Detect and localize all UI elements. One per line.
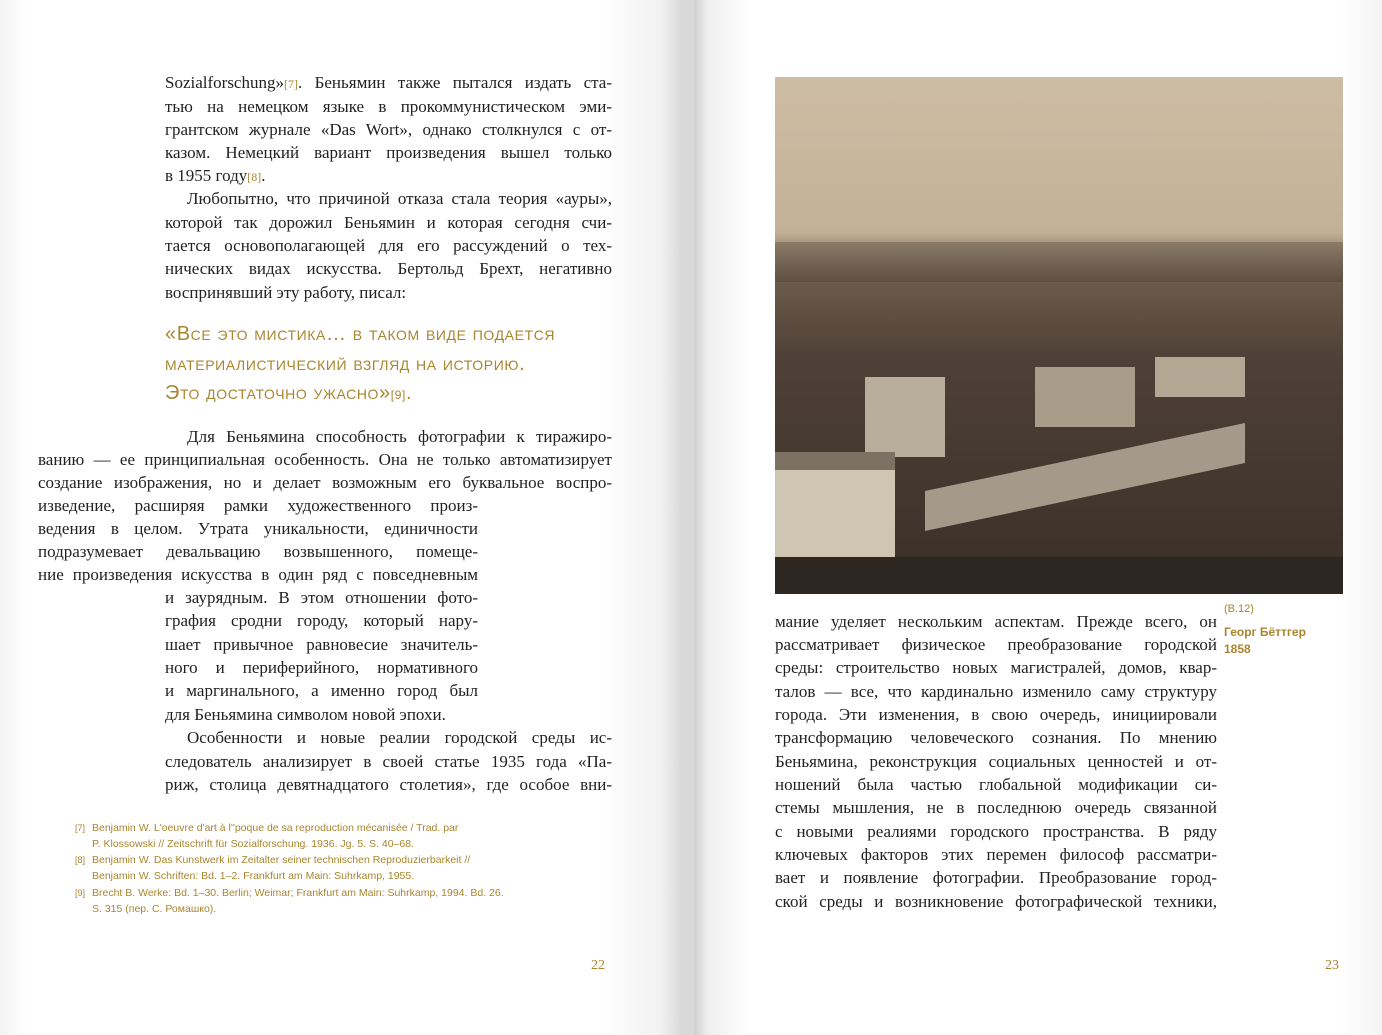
body-line: для Беньямина символом новой эпохи.	[165, 705, 446, 724]
footnote-number: [8]	[75, 855, 86, 865]
body-line: грантском журнале «Das Wort», однако столкнулся с от-	[165, 120, 612, 139]
body-line: казом. Немецкий вариант произведения вышел только	[165, 143, 612, 162]
body-line: нических видах искусства. Бертольд Брехт, негативно	[165, 259, 612, 278]
body-line: ношений была частью глобальной модификации си-	[775, 775, 1217, 794]
body-line: ской среды и возникновение фотографической техники,	[775, 892, 1217, 911]
right-page	[694, 0, 1382, 1035]
footnote	[75, 820, 555, 852]
body-line: графия сродни городу, который нару-	[165, 611, 478, 630]
body-line: и маргинального, а именно город был	[165, 681, 478, 700]
footnote-text: Brecht B. Werke: Bd. 1–30. Berlin; Weimar; Frankfurt am Main: Suhrkamp, 1994. Bd. 26.	[92, 887, 504, 899]
city-photograph	[775, 77, 1343, 594]
body-line: риж, столица девятнадцатого столетия», где особое вни-	[165, 775, 612, 794]
body-line: создание изображения, но и делает возможным его буквальное воспро-	[38, 473, 612, 492]
footnote-text: Benjamin W. L'oeuvre d'art à l''poque de sa reproduction mécanisée / Trad. par	[92, 822, 459, 834]
caption-ref: (B.12)	[1224, 603, 1254, 615]
left-page	[0, 0, 682, 1035]
body-line: стемы мышления, не в последнюю очередь связанной	[775, 798, 1217, 817]
body-line: Особенности и новые реалии городской среды ис-	[187, 728, 612, 747]
footnote-ref[interactable]: [8]	[247, 170, 262, 184]
body-line: Беньямина, реконструкция социальных ценностей и от-	[775, 752, 1217, 771]
body-line: тается основополагающей для его рассуждений о тех-	[165, 236, 612, 255]
body-line: города. Эти изменения, в свою очередь, инициировали	[775, 705, 1217, 724]
footnote-text: S. 315 (пер. С. Ромашко).	[92, 903, 217, 915]
quote-line: материалистический взгляд на историю.	[165, 353, 526, 375]
body-line: ного и периферийного, нормативного	[165, 658, 478, 677]
footnote	[75, 885, 555, 917]
body-line: талов — все, что кардинально изменило саму структуру	[775, 682, 1217, 701]
body-line: и заурядным. В этом отношении фото-	[165, 588, 478, 607]
body-line: рассматривает физическое преобразование городской	[775, 635, 1217, 654]
footnote-text: P. Klossowski // Zeitschrift für Sozialforschung. 1936. Jg. 5. S. 40–68.	[92, 838, 414, 850]
quote-line: Это достаточно ужасно»[9].	[165, 382, 413, 404]
body-line: в 1955 году[8].	[165, 166, 266, 185]
body-line: мание уделяет нескольким аспектам. Прежде всего, он	[775, 612, 1217, 631]
body-line: ведения в целом. Утрата уникальности, единичности	[38, 519, 478, 538]
body-line: ние произведения искусства в один ряд с повседневным	[38, 565, 478, 584]
body-line: следователь анализирует в своей статье 1935 года «Па-	[165, 752, 612, 771]
footnote-ref[interactable]: [7]	[283, 77, 298, 91]
body-line: Sozialforschung»[7]. Беньямин также пытался издать ста-	[165, 73, 612, 92]
page-number: 22	[591, 958, 605, 973]
body-line: которой так дорожил Беньямин и которая сегодня счи-	[165, 213, 612, 232]
body-line: вает и появление фотографии. Преобразование город-	[775, 868, 1217, 887]
body-line: ключевых факторов этих перемен философ рассматри-	[775, 845, 1217, 864]
caption-author: Георг Бёттгер	[1224, 625, 1306, 639]
body-line: подразумевает девальвацию возвышенного, помеще-	[38, 542, 478, 561]
footnote-number: [9]	[75, 888, 86, 898]
caption-year: 1858	[1224, 642, 1251, 656]
body-line: Для Беньямина способность фотографии к тиражиро-	[187, 427, 612, 446]
body-line: Любопытно, что причиной отказа стала теория «ауры»,	[187, 189, 612, 208]
body-line: трансформацию человеческого сознания. По мнению	[775, 728, 1217, 747]
body-line: с новыми реалиями городского пространства. В ряду	[775, 822, 1217, 841]
footnote	[75, 852, 555, 884]
body-line: шает привычное равновесие значитель-	[165, 635, 478, 654]
footnote-number: [7]	[75, 823, 86, 833]
body-line: ванию — ее принципиальная особенность. Она не только автоматизирует	[38, 450, 612, 469]
body-line: тью на немецком языке в прокоммунистическом эми-	[165, 97, 612, 116]
footnote-text: Benjamin W. Schriften: Bd. 1–2. Frankfurt am Main: Suhrkamp, 1955.	[92, 870, 415, 882]
footnote-text: Benjamin W. Das Kunstwerk im Zeitalter seiner technischen Reproduzierbarkeit //	[92, 854, 471, 866]
page-number: 23	[1325, 958, 1339, 973]
body-line: воспринявший эту работу, писал:	[165, 283, 407, 302]
footnote-ref[interactable]: [9]	[390, 388, 406, 402]
body-line: изведение, расширяя рамки художественного произ-	[38, 496, 478, 515]
quote-line: «Все это мистика… в таком виде подается	[165, 323, 556, 345]
body-line: среды: строительство новых магистралей, домов, квар-	[775, 658, 1217, 677]
